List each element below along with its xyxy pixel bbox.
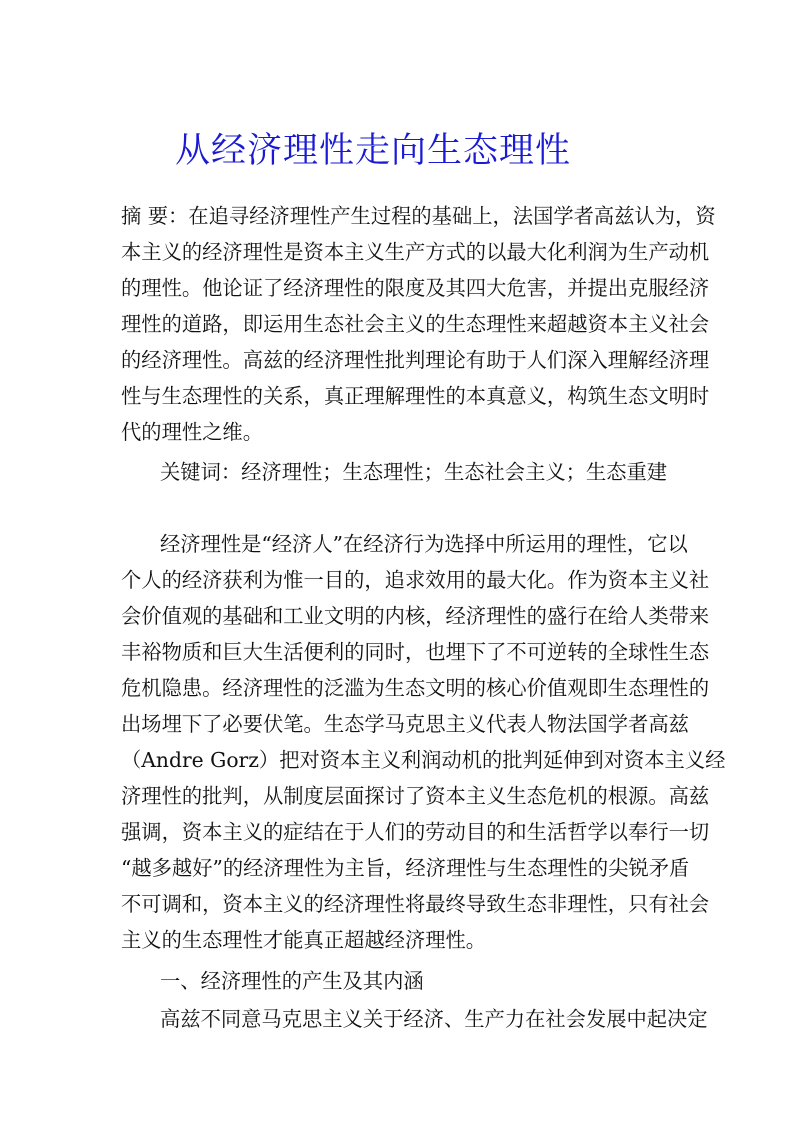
abstract-line: 摘 要：在追寻经济理性产生过程的基础上，法国学者高兹认为，资 bbox=[121, 204, 716, 228]
abstract-line: 本主义的经济理性是资本主义生产方式的以最大化利润为生产动机 bbox=[121, 240, 710, 264]
body-line: 高兹不同意马克思主义关于经济、生产力在社会发展中起决定 bbox=[160, 1007, 708, 1031]
body-line: 不可调和，资本主义的经济理性将最终导致生态非理性，只有社会 bbox=[121, 892, 710, 916]
body-line: 丰裕物质和巨大生活便利的同时，也埋下了不可逆转的全球性生态 bbox=[121, 640, 710, 664]
document-title: 从经济理性走向生态理性 bbox=[175, 131, 572, 171]
body-line: 主义的生态理性才能真正超越经济理性。 bbox=[121, 928, 487, 952]
body-line: 危机隐患。经济理性的泛滥为生态文明的核心价值观即生态理性的 bbox=[121, 676, 710, 700]
abstract-line: 性与生态理性的关系，真正理解理性的本真意义，构筑生态文明时 bbox=[121, 384, 710, 408]
body-line: 济理性的批判，从制度层面探讨了资本主义生态危机的根源。高兹 bbox=[121, 784, 710, 808]
body-line: “越多越好”的经济理性为主旨，经济理性与生态理性的尖锐矛盾 bbox=[121, 856, 690, 880]
abstract-line: 的经济理性。高兹的经济理性批判理论有助于人们深入理解经济理 bbox=[121, 348, 710, 372]
body-line: （Andre Gorz）把对资本主义利润动机的批判延伸到对资本主义经 bbox=[121, 748, 726, 772]
body-line: 经济理性是“经济人”在经济行为选择中所运用的理性，它以 bbox=[160, 532, 688, 556]
abstract-line: 理性的道路，即运用生态社会主义的生态理性来超越资本主义社会 bbox=[121, 312, 710, 336]
body-line: 出场埋下了必要伏笔。生态学马克思主义代表人物法国学者高兹 bbox=[121, 712, 689, 736]
body-line: 会价值观的基础和工业文明的内核，经济理性的盛行在给人类带来 bbox=[121, 604, 710, 628]
body-line: 强调，资本主义的症结在于人们的劳动目的和生活哲学以奉行一切 bbox=[121, 820, 710, 844]
abstract-line: 的理性。他论证了经济理性的限度及其四大危害，并提出克服经济 bbox=[121, 276, 710, 300]
section-heading: 一、经济理性的产生及其内涵 bbox=[160, 969, 424, 993]
body-line: 个人的经济获利为惟一目的，追求效用的最大化。作为资本主义社 bbox=[121, 568, 710, 592]
keywords: 关键词：经济理性；生态理性；生态社会主义；生态重建 bbox=[160, 460, 668, 484]
abstract-line: 代的理性之维。 bbox=[121, 420, 263, 444]
